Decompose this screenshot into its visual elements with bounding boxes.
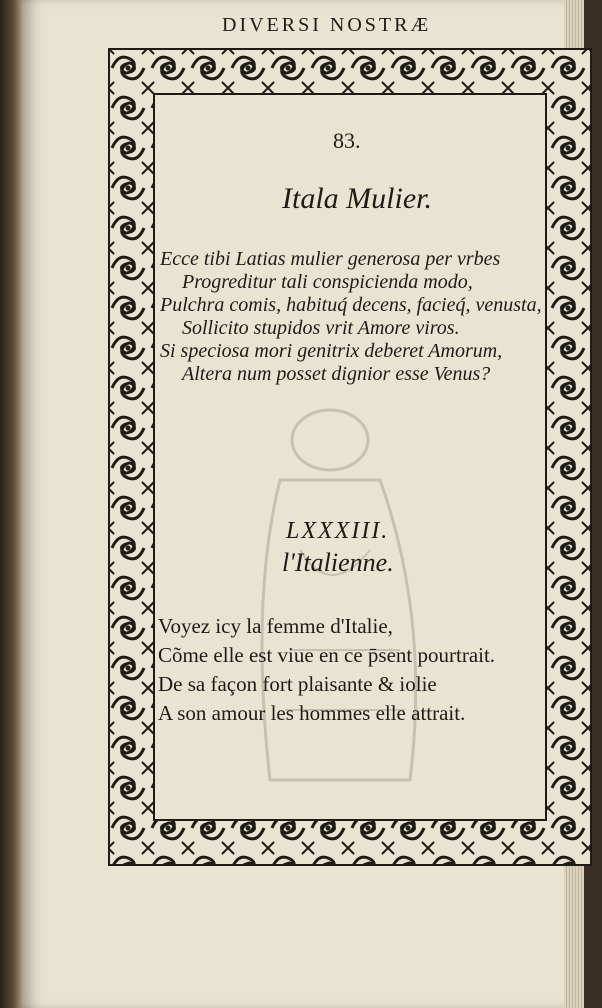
latin-line: Pulchra comis, habituq́ decens, facieq́, venusta,	[160, 294, 542, 316]
folio-number: 83.	[333, 128, 361, 153]
french-verse	[158, 612, 578, 728]
book-spine-shadow	[0, 0, 24, 1008]
latin-line: Ecce tibi Latias mulier generosa per vrbes	[160, 248, 501, 270]
latin-verse	[160, 248, 580, 386]
french-line: De sa façon fort plaisante & iolie	[158, 672, 437, 696]
running-head: DIVERSI NOSTRÆ	[222, 14, 432, 36]
latin-title: Itala Mulier.	[282, 182, 432, 215]
french-line: A son amour les hommes elle attrait.	[158, 701, 466, 725]
latin-line: Progreditur tali conspicienda modo,	[182, 271, 473, 293]
latin-line: Si speciosa mori genitrix deberet Amorum,	[160, 340, 503, 362]
french-title: l'Italienne.	[282, 548, 394, 577]
plate-numeral: LXXXIII.	[286, 518, 390, 544]
french-line: Cõme elle est viue en ce p̄sent pourtrait.	[158, 643, 496, 667]
ornamental-border	[108, 48, 592, 866]
ornamental-border-svg	[108, 48, 592, 866]
french-line: Voyez icy la femme d'Italie,	[158, 614, 393, 638]
latin-line: Altera num posset dignior esse Venus?	[182, 363, 491, 385]
latin-line: Sollicito stupidos vrit Amore viros.	[182, 317, 460, 339]
